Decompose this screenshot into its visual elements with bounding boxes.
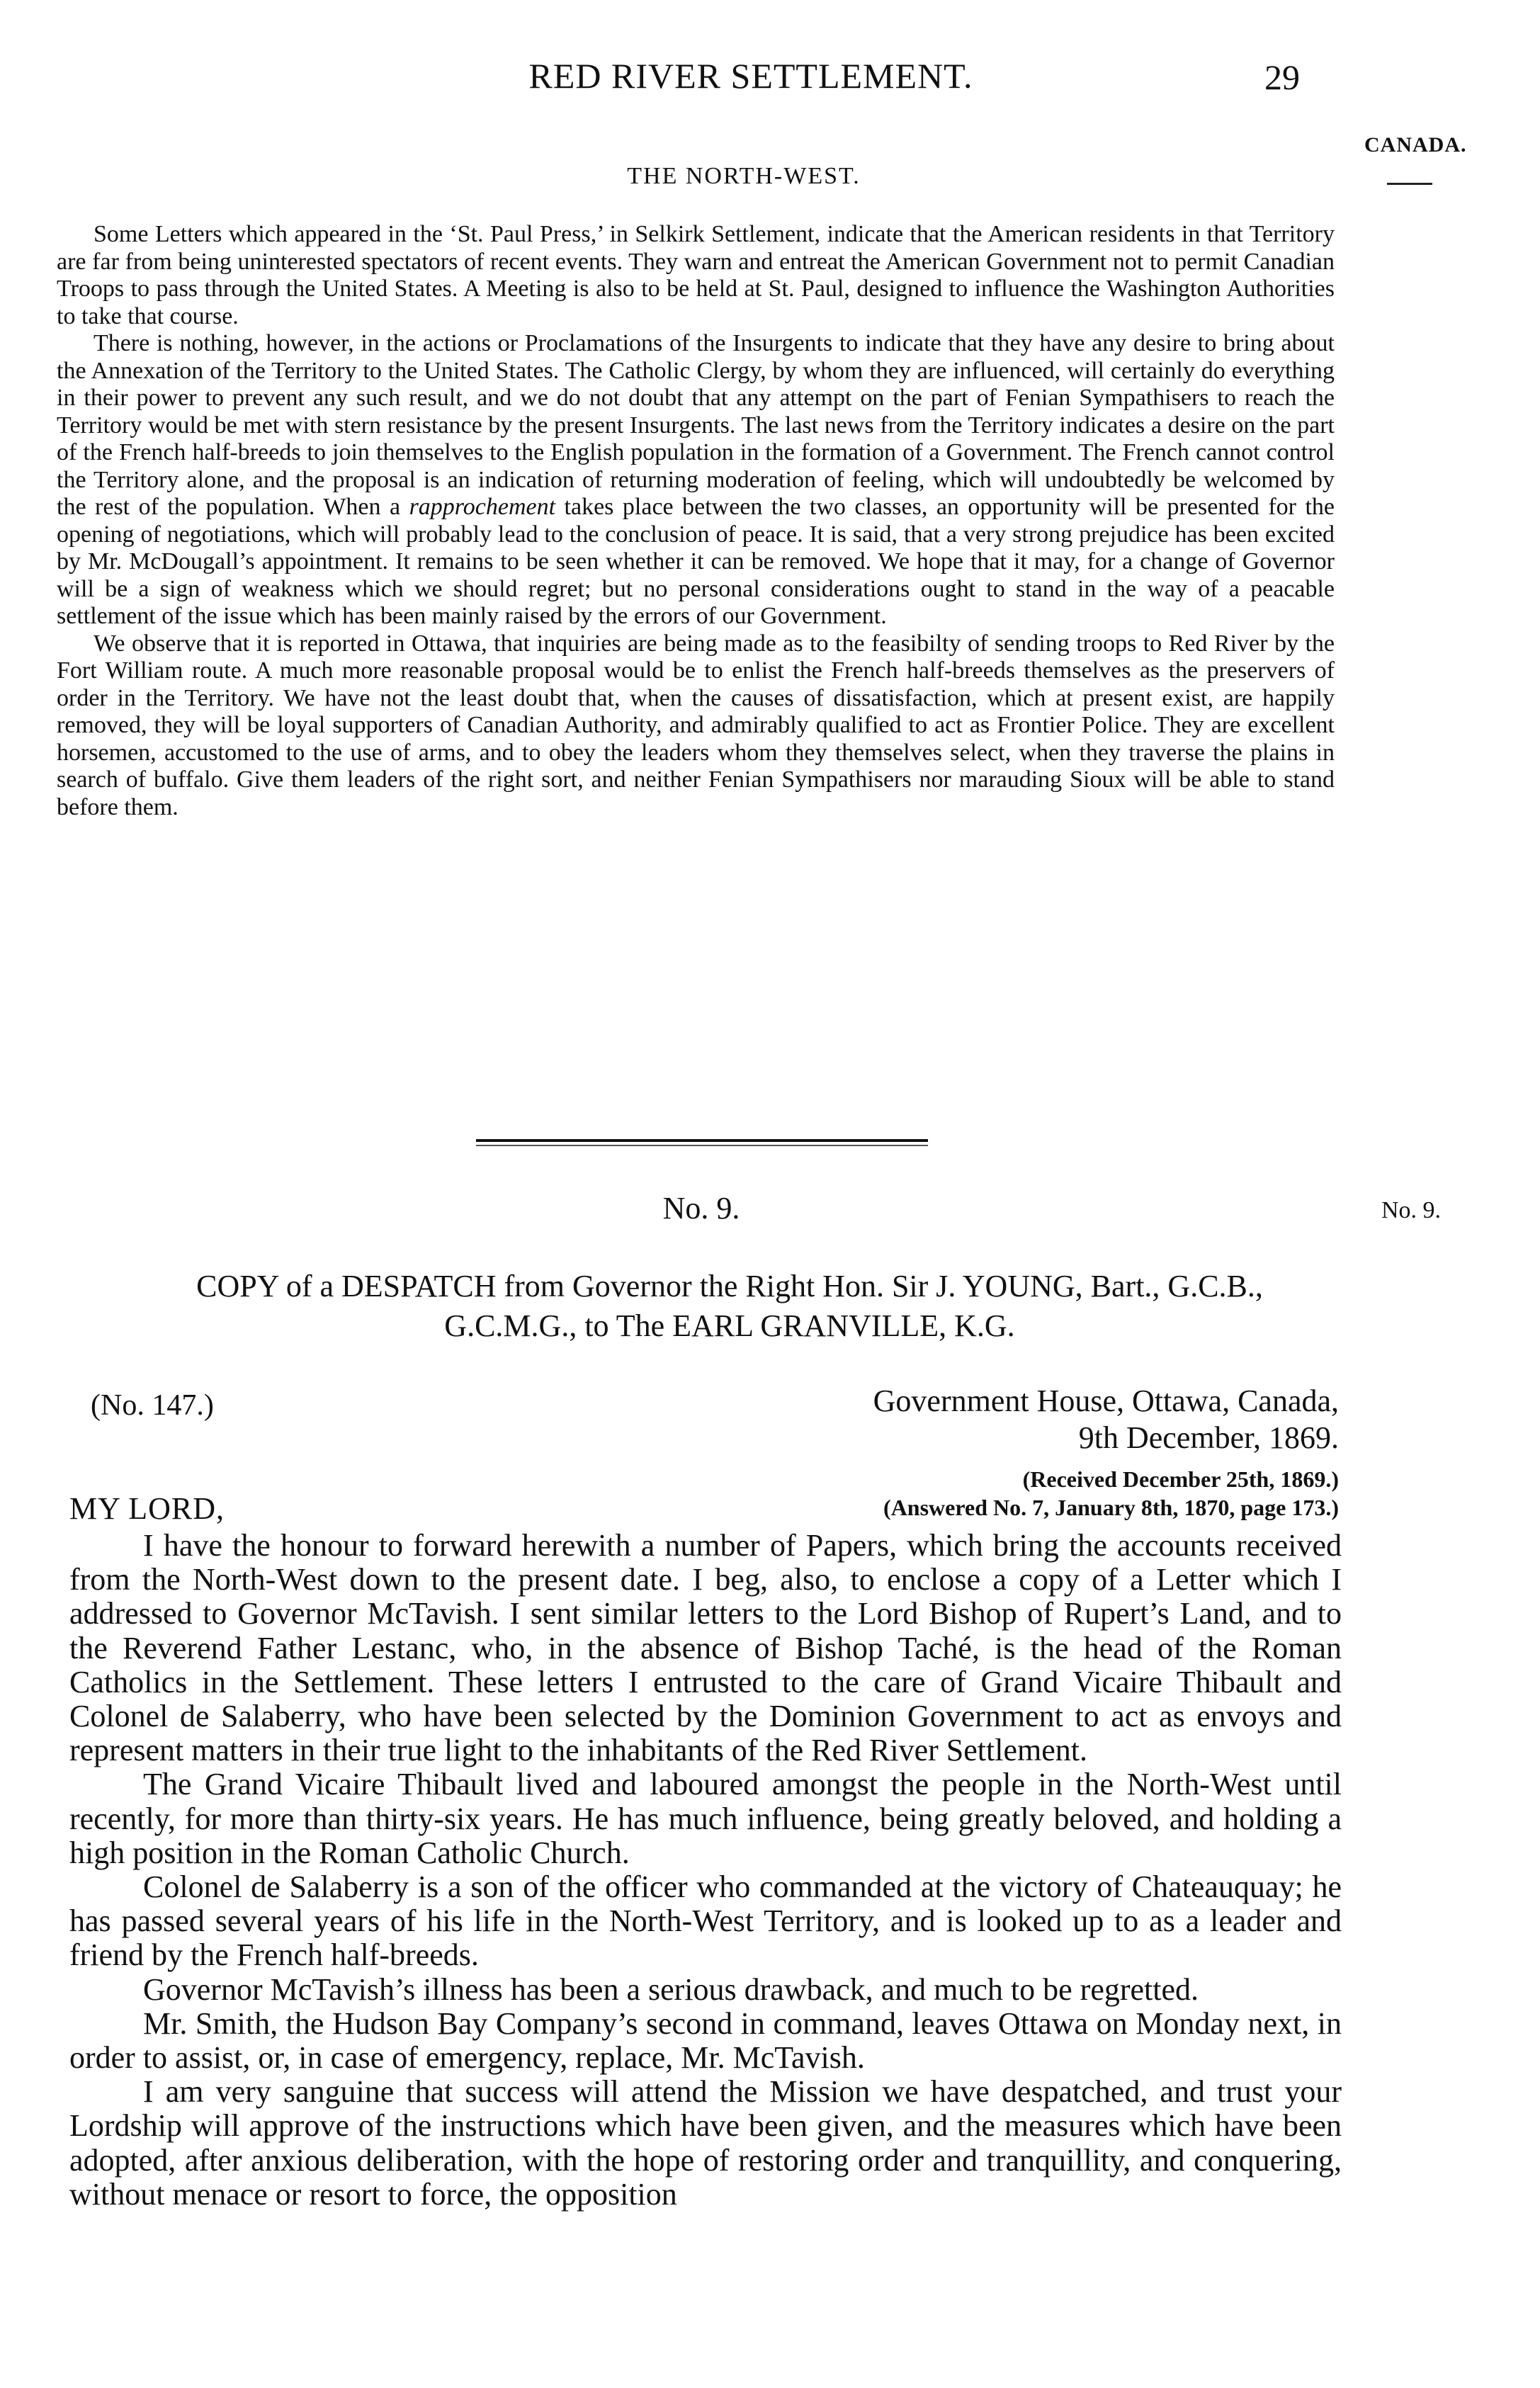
salutation: MY LORD, xyxy=(69,1491,225,1526)
despatch-body xyxy=(69,1529,1342,2212)
despatch-origin xyxy=(800,1383,1339,1456)
despatch-paragraph: Mr. Smith, the Hudson Bay Company’s second in command, leaves Ottawa on Monday next, in order to assist, or, in case of emergency, replace, Mr. McTavish. xyxy=(69,2005,1342,2076)
running-title: RED RIVER SETTLEMENT. xyxy=(528,56,973,96)
article-paragraph: We observe that it is reported in Ottawa, that inquiries are being made as to the feasibilty of sending troops to Red River by the Fort William route. A much more reasonable proposal would be to enlist the French half-breeds themselves as the preservers of order in the Territory. We have not the least doubt that, when the causes of dissatisfaction, which at present exist, are happily removed, they will be loyal supporters of Canadian Authority, and admirably qualified to act as Frontier Police. They are excellent horsemen, accustomed to the use of arms, and to obey the leaders whom they themselves select, when they traverse the plains in search of buffalo. Give them leaders of the right sort, and neither Fenian Sympathisers nor marauding Sioux will be able to stand before them. xyxy=(57,630,1335,820)
article-text: There is nothing, however, in the actions or Proclamations of the Insurgents to indicate that they have any desire to bring about the Annexation of the Territory to the United States. The Catholic Clergy, by whom they are influenced, will certainly do everything in their power to prevent any such result, and we do not doubt that any attempt on the part of Fenian Sympathisers to reach the Territory would be met with stern resistance by the present Insurgents. The last news from the Territory indicates a desire on the part of the French half-breeds to join themselves to the English population in the formation of a Government. The French cannot control the Territory alone, and the proposal is an indication of returning moderation of feeling, which will undoubtedly be welcomed by the rest of the population. When a xyxy=(57,330,1335,520)
despatch-paragraph: Governor McTavish’s illness has been a serious drawback, and much to be regretted. xyxy=(143,1971,1199,2007)
margin-rule xyxy=(1387,183,1432,185)
despatch-paragraph: I am very sanguine that success will attend the Mission we have despatched, and trust your Lordship will approve of the instructions which have been given, and the measures which have been adopted, after anxious deliberation, with the hope of restoring order and tranquillity, and conquering, without menace or resort to force, the opposition xyxy=(69,2074,1342,2212)
despatch-title-line: G.C.M.G., to The EARL GRANVILLE, K.G. xyxy=(444,1308,1015,1343)
despatch-title xyxy=(106,1267,1353,1346)
received-date: (Received December 25th, 1869.) xyxy=(1022,1466,1339,1492)
article-paragraph xyxy=(57,330,1335,630)
section-divider-thin xyxy=(476,1145,928,1146)
despatch-date: 9th December, 1869. xyxy=(1078,1420,1339,1455)
section-heading: THE NORTH-WEST. xyxy=(627,163,861,189)
page-number: 29 xyxy=(1264,57,1300,97)
article-paragraph: Some Letters which appeared in the ‘St. Paul Press,’ in Selkirk Settlement, indicate that the American residents in that Territory are far from being uninterested spectators of recent events. They warn and entreat the American Government not to permit Canadian Troops to pass through the United States. A Meeting is also to be held at St. Paul, designed to influence the Washington Authorities to take that course. xyxy=(57,221,1335,329)
received-note xyxy=(730,1465,1339,1522)
despatch-reference: (No. 147.) xyxy=(91,1389,214,1422)
answered-note: (Answered No. 7, January 8th, 1870, page 173.) xyxy=(883,1495,1339,1520)
despatch-paragraph: I have the honour to forward herewith a number of Papers, which bring the accounts received from the North-West down to the present date. I beg, also, to enclose a copy of a Letter which I addressed to Governor McTavish. I sent similar letters to the Lord Bishop of Rupert’s Land, and to the Reverend Father Lestanc, who, in the absence of Bishop Taché, is the head of the Roman Catholics in the Settlement. These letters I entrusted to the care of Grand Vicaire Thibault and Colonel de Salaberry, who have been selected by the Dominion Government to act as envoys and represent matters in their true light to the inhabitants of the Red River Settlement. xyxy=(69,1528,1342,1768)
despatch-number: No. 9. xyxy=(662,1191,740,1226)
north-west-article xyxy=(57,221,1335,821)
despatch-paragraph: The Grand Vicaire Thibault lived and laboured amongst the people in the North-West until recently, for more than thirty-six years. He has much influence, being greatly beloved, and holding a high position in the Roman Catholic Church. xyxy=(69,1767,1342,1870)
section-divider xyxy=(476,1139,928,1142)
article-text: takes place between the two classes, an opportunity will be presented for the opening of negotiations, which will probably lead to the conclusion of peace. It is said, that a very strong prejudice has been excited by Mr. McDougall’s appointment. It remains to be seen whether it can be removed. We hope that it may, for a change of Governor will be a sign of weakness which we should regret; but no personal considerations ought to stand in the way of a peacable settlement of the issue which has been mainly raised by the errors of our Government. xyxy=(57,494,1335,629)
despatch-place: Government House, Ottawa, Canada, xyxy=(873,1383,1339,1418)
despatch-title-line: COPY of a DESPATCH from Governor the Right Hon. Sir J. YOUNG, Bart., G.C.B., xyxy=(196,1269,1263,1303)
margin-note-canada: CANADA. xyxy=(1364,133,1467,157)
despatch-paragraph: Colonel de Salaberry is a son of the officer who commanded at the victory of Chateauquay; he has passed several years of his life in the North-West Territory, and is looked up to as a leader and friend by the French half-breeds. xyxy=(69,1869,1342,1973)
margin-note-number: No. 9. xyxy=(1381,1197,1442,1223)
italic-term: rapprochement xyxy=(409,494,556,520)
